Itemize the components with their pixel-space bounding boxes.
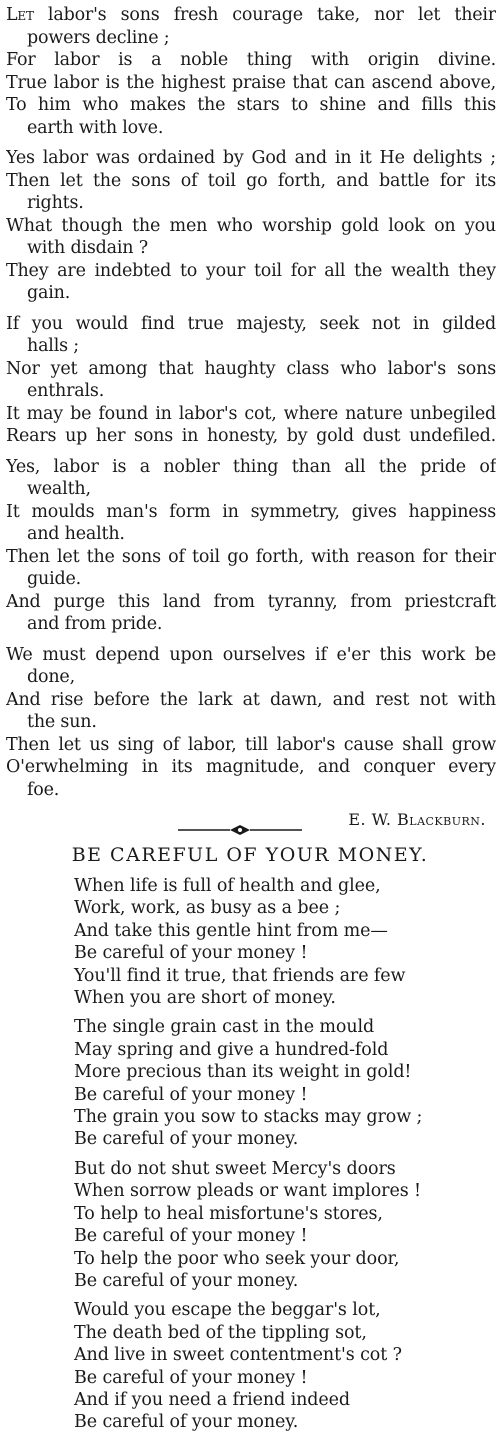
poem-line [6, 358, 496, 381]
poem-line [6, 478, 496, 501]
poem-line: And if you need a friend indeed [74, 1389, 351, 1410]
poem-line-text: And purge this land from tyranny, from priestcraft [6, 591, 496, 612]
poem-line: Be careful of your money ! [74, 1367, 308, 1388]
poem-line-text: earth with love. [27, 117, 164, 138]
poem-line [6, 644, 496, 667]
poem-line-text: with disdain ? [27, 238, 148, 258]
poem-line: To help the poor who seek your door, [74, 1248, 400, 1269]
poem-line: The death bed of the tippling sot, [74, 1322, 367, 1343]
poem-line-text: And rise before the lark at dawn, and rest not with [6, 689, 496, 710]
poem-line-text: foe. [27, 779, 60, 800]
poem-line [6, 313, 496, 336]
poem-line [6, 711, 496, 734]
poem-line [6, 170, 496, 193]
poem-line: Be careful of your money. [74, 1412, 299, 1433]
poem-line-text: halls ; [27, 336, 79, 356]
poem-line-text: the sun. [27, 712, 97, 732]
poem-line [6, 456, 496, 479]
poem-title: BE CAREFUL OF YOUR MONEY. [71, 844, 429, 866]
stanza [6, 4, 496, 139]
stanza [74, 875, 494, 1009]
poem-line-text: If you would find true majesty, seek not in gilded [6, 313, 496, 334]
poem-line [6, 215, 496, 238]
poem-line [6, 403, 496, 426]
poem-line [6, 425, 496, 448]
poem-line-text: We must depend upon ourselves if e'er this work be [6, 644, 496, 665]
poem-line-text: They are indebted to your toil for all the wealth they [6, 260, 496, 281]
poem-line-text: and health. [27, 524, 125, 544]
poem-line: The single grain cast in the mould [74, 1017, 375, 1038]
poem-line-text: Then let the sons of toil go forth, with reason for their [6, 546, 496, 567]
poem-line: Be careful of your money ! [74, 1226, 308, 1247]
poem-labor-stanzas [6, 4, 496, 801]
poem-line-text: True labor is the highest praise that can ascend above, [6, 72, 496, 93]
poem-line [6, 779, 496, 802]
poem-line-text: wealth, [27, 479, 91, 499]
poem-careful-money [74, 875, 494, 1441]
poem-line-text: Nor yet among that haughty class who labor's sons [6, 358, 496, 379]
poem-line [6, 689, 496, 712]
poem-line [6, 192, 496, 215]
poem-line [6, 523, 496, 546]
poem-line: And take this gentle hint from me— [74, 920, 388, 941]
poem-line [6, 94, 496, 117]
poem-line [6, 237, 496, 260]
poem-line: And live in sweet contentment's cot ? [74, 1345, 402, 1366]
poem-line [6, 734, 496, 757]
poem-line-text: labor's sons fresh courage take, nor let their [33, 5, 496, 25]
stanza [6, 147, 496, 305]
stanza [6, 644, 496, 802]
poem-line-text: and from pride. [27, 614, 163, 634]
stanza [74, 1016, 494, 1150]
poem-careful-money-stanzas [74, 875, 494, 1434]
poem-line: The grain you sow to stacks may grow ; [74, 1107, 423, 1128]
poem-line [6, 260, 496, 283]
poem-line [6, 380, 496, 403]
poem-line [6, 4, 496, 27]
poem-line: Be careful of your money ! [74, 943, 308, 964]
poem-line: More precious than its weight in gold! [74, 1062, 412, 1083]
stanza [6, 456, 496, 636]
poem-line-text: What though the men who worship gold look on you [6, 215, 496, 236]
poem-line-text: rights. [27, 193, 84, 213]
poem-line [6, 335, 496, 358]
author-signature: E. W. Blackburn. [348, 810, 486, 829]
poem-line-text: Yes, labor is a nobler thing than all the pride of [6, 456, 496, 477]
poem-line [6, 613, 496, 636]
poem-line-text: powers decline ; [27, 27, 170, 48]
poem-line-lead-word: Let [6, 5, 34, 25]
poem-line: When sorrow pleads or want implores ! [74, 1181, 421, 1202]
ornamental-divider [0, 822, 500, 838]
poem-line [6, 72, 496, 95]
poem-line: When life is full of health and glee, [74, 876, 381, 896]
poem-line [6, 49, 496, 72]
poem-line: Be careful of your money. [74, 1270, 299, 1291]
poem-line-text: Then let the sons of toil go forth, and battle for its [6, 170, 496, 191]
poem-line [6, 501, 496, 524]
poem-line [6, 666, 496, 689]
poem-line [6, 546, 496, 569]
poem-line [6, 591, 496, 614]
poem-line-text: done, [27, 667, 75, 687]
poem-line [6, 756, 496, 779]
poem-line: To help to heal misfortune's stores, [74, 1203, 383, 1224]
poem-line [6, 117, 496, 140]
poem-line-text: To him who makes the stars to shine and fills this [6, 95, 496, 115]
poem-line [6, 27, 496, 50]
poem-line-text: It moulds man's form in symmetry, gives happiness [6, 501, 496, 522]
poem-line-text: guide. [27, 569, 81, 589]
poem-line [6, 147, 496, 170]
poem-line-text: Rears up her sons in honesty, by gold dust undefiled. [6, 426, 496, 446]
poem-line: But do not shut sweet Mercy's doors [74, 1158, 396, 1179]
poem-line: Work, work, as busy as a bee ; [74, 898, 341, 919]
poem-line-text: For labor is a noble thing with origin divine. [6, 50, 496, 70]
poem-line: Be careful of your money ! [74, 1084, 308, 1105]
poem-line: May spring and give a hundred-fold [74, 1039, 389, 1060]
poem-line: When you are short of money. [74, 988, 336, 1009]
stanza [6, 313, 496, 448]
poem-line: Be careful of your money. [74, 1129, 299, 1150]
poem-line: You'll find it true, that friends are few [74, 965, 406, 986]
poem-line-text: enthrals. [27, 381, 105, 401]
poem-line-text: gain. [27, 283, 71, 303]
poem-labor [6, 4, 496, 831]
poem-line-text: Yes labor was ordained by God and in it He delights ; [6, 148, 496, 168]
poem-line-text: Then let us sing of labor, till labor's cause shall grow [6, 734, 496, 755]
poem-line [6, 282, 496, 305]
poem-line-text: O'erwhelming in its magnitude, and conquer every [6, 757, 496, 777]
stanza [74, 1299, 494, 1433]
poem-line-text: It may be found in labor's cot, where nature unbegiled [6, 403, 496, 424]
poem-line [6, 568, 496, 591]
poem-line: Would you escape the beggar's lot, [74, 1300, 381, 1321]
stanza [74, 1158, 494, 1292]
